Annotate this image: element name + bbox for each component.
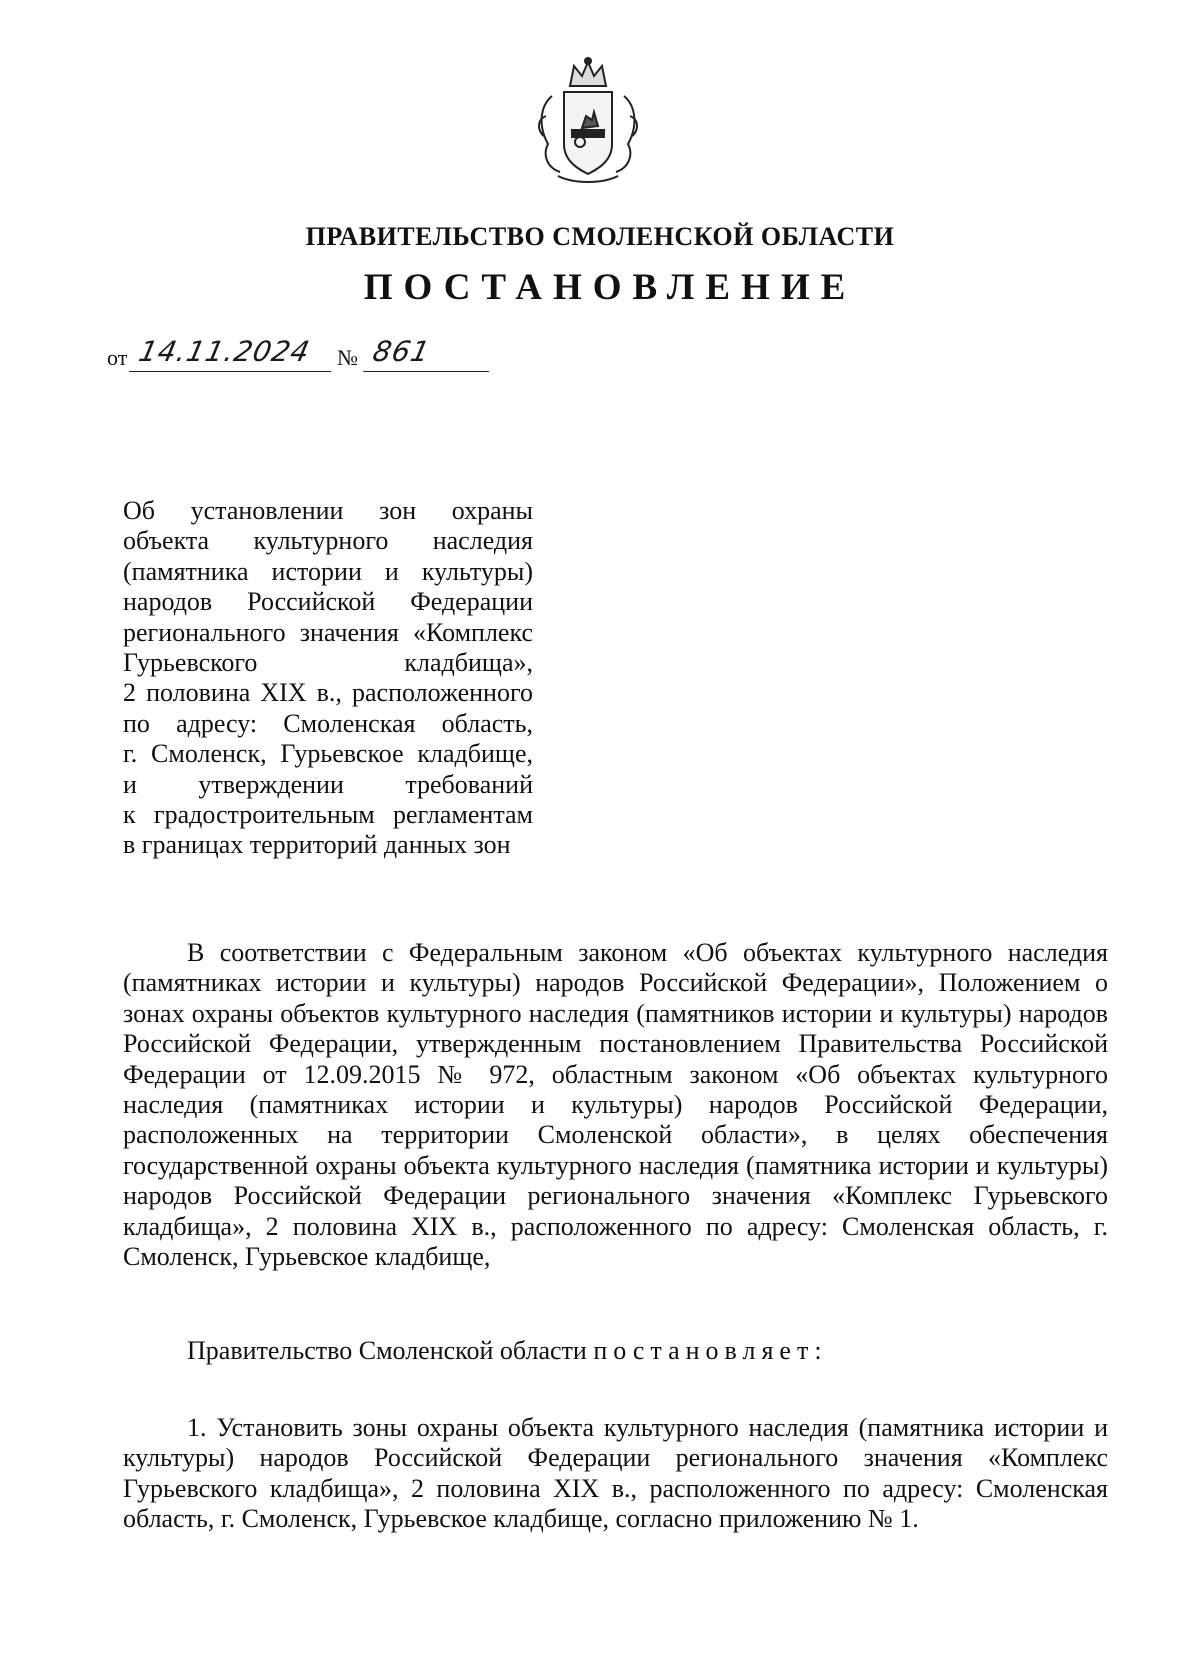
title-line: регионального значения «Комплекс	[123, 617, 533, 647]
organization-name: ПРАВИТЕЛЬСТВО СМОЛЕНСКОЙ ОБЛАСТИ	[305, 222, 895, 251]
title-line: к градостроительным регламентам	[123, 800, 533, 830]
title-line: и утверждении требований	[123, 769, 533, 799]
document-title	[123, 496, 533, 861]
title-line: Об установлении зон охраны	[123, 496, 533, 525]
date-number-line	[107, 335, 527, 375]
title-line: г. Смоленск, Гурьевское кладбище,	[123, 739, 533, 769]
number-prefix: №	[337, 345, 358, 370]
title-line: народов Российской Федерации	[123, 587, 533, 617]
resolution-verb: постановляет:	[593, 1336, 828, 1365]
preamble-paragraph: В соответствии с Федеральным законом «Об объектах культурного наследия (памятниках истории и культуры) народов Российской Федерации», Положением о зонах охраны объектов культурного наследия (памятников истории и культуры) народов Российской Федерации, утвержденным постановлением Правительства Российской Федерации от 12.09.2015 № 972, областным законом «Об объектах культурного наследия (памятниках истории и культуры) народов Российской Федерации, расположенных на территории Смоленской области», в целях обеспечения государственной охраны объекта культурного наследия (памятника истории и культуры) народов Российской Федерации регионального значения «Комплекс Гурьевского кладбища», 2 половина XIX в., расположенного по адресу: Смоленская область, г. Смоленск, Гурьевское кладбище,	[123, 938, 1108, 1272]
title-line: (памятника истории и культуры)	[123, 556, 533, 586]
resolution-subject: Правительство Смоленской области	[187, 1336, 587, 1365]
coat-of-arms-icon	[534, 56, 642, 186]
title-line: 2 половина XIX в., расположенного	[123, 678, 533, 708]
title-line: Гурьевского кладбища»,	[123, 648, 533, 678]
document-type: ПОСТАНОВЛЕНИЕ	[363, 267, 857, 308]
handwritten-date: 14.11.2024	[129, 335, 339, 372]
title-line: в границах территорий данных зон	[123, 830, 511, 860]
title-line: объекта культурного наследия	[123, 526, 533, 556]
handwritten-number: 861	[363, 335, 497, 372]
item-1-paragraph: 1. Установить зоны охраны объекта культурного наследия (памятника истории и культуры) народов Российской Федерации регионального значения «Комплекс Гурьевского кладбища», 2 половина XIX в., расположенного по адресу: Смоленская область, г. Смоленск, Гурьевское кладбище, согласно приложению № 1.	[123, 1413, 1108, 1534]
title-line: по адресу: Смоленская область,	[123, 708, 533, 738]
resolution-line	[123, 1336, 1108, 1366]
date-prefix: от	[107, 345, 128, 370]
